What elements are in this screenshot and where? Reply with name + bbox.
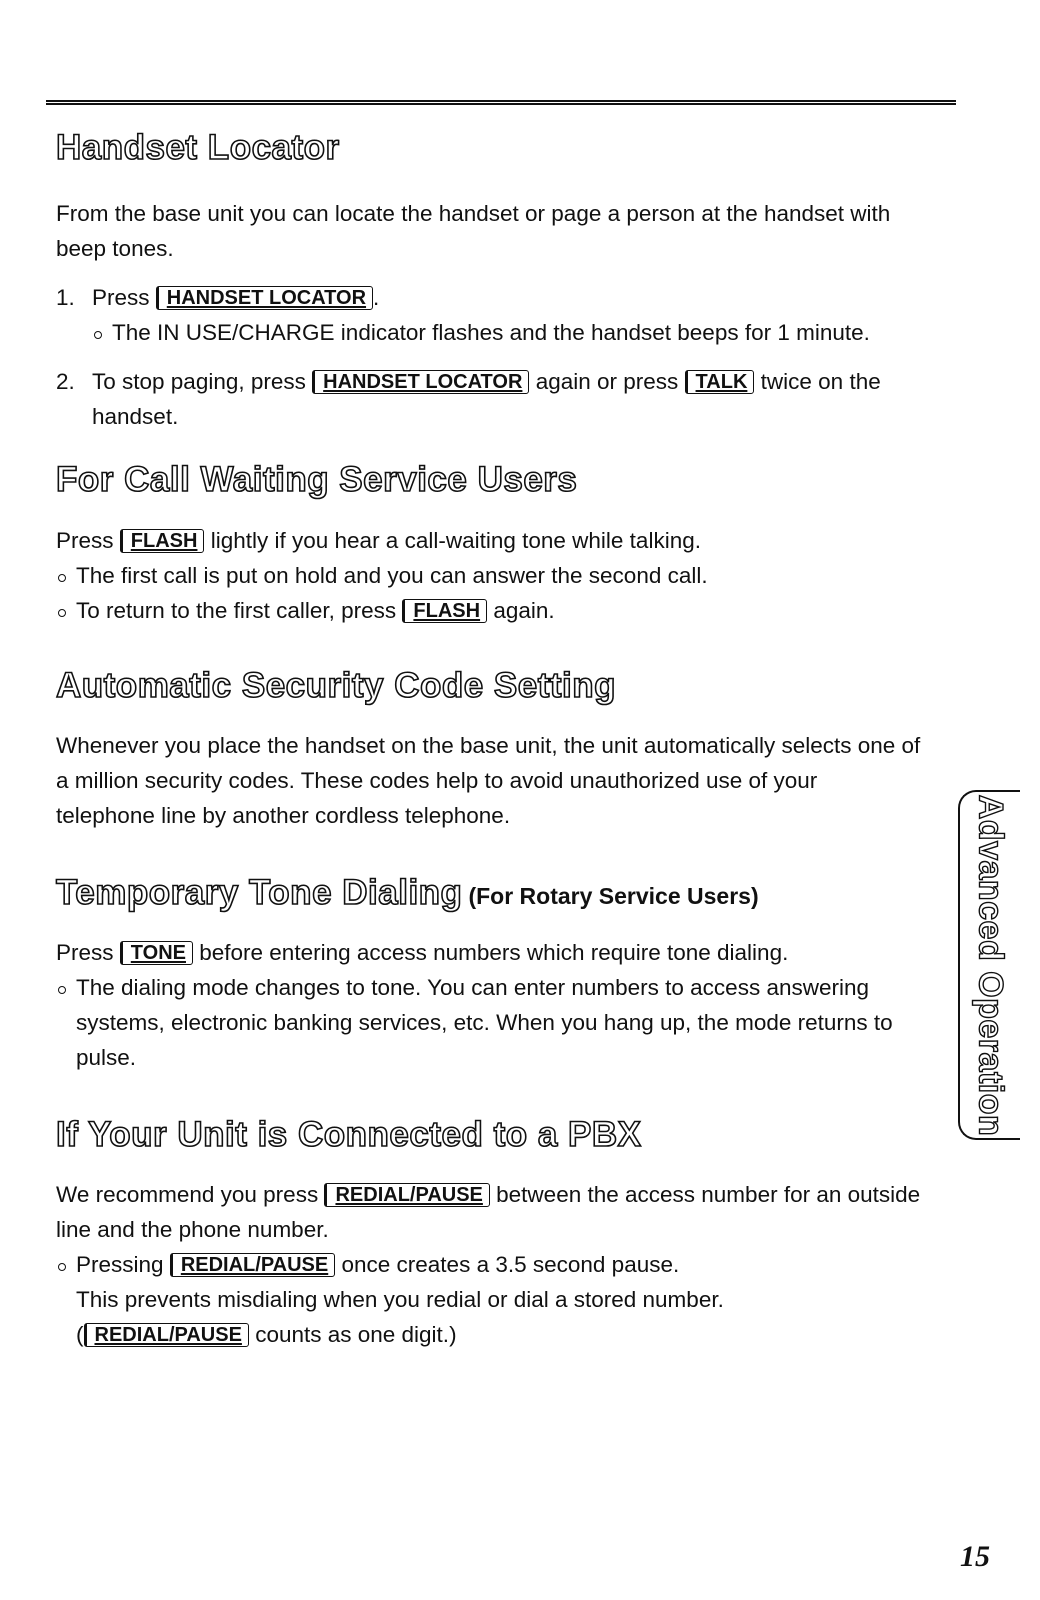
tone-dialing-bullet: The dialing mode changes to tone. You can enter numbers to access answering systems, electronic banking services, etc. When you hang up, the mode returns to pulse. <box>56 970 916 1075</box>
talk-key: TALK <box>685 370 755 394</box>
step-1 <box>56 280 936 350</box>
redial-pause-key: REDIAL/PAUSE <box>324 1183 489 1207</box>
section-title: If Your Unit is Connected to a PBX <box>56 1115 642 1154</box>
line-text: Press <box>56 940 114 965</box>
section-subtitle: (For Rotary Service Users) <box>468 882 759 909</box>
handset-locator-key: HANDSET LOCATOR <box>156 286 373 310</box>
section-pbx <box>56 1115 936 1352</box>
step-body <box>92 280 870 350</box>
paren-text: ( <box>76 1322 84 1348</box>
step-after: . <box>373 285 380 311</box>
step-number: 1. <box>56 285 75 311</box>
top-rule <box>46 100 956 105</box>
line-text: We recommend you press <box>56 1182 319 1208</box>
step-text: Press <box>92 285 150 311</box>
step-mid: again or press <box>535 369 679 395</box>
bullet-text: again. <box>493 597 555 623</box>
bullet-text: Pressing <box>76 1252 164 1278</box>
pbx-line <box>56 1177 926 1247</box>
pbx-note-digit <box>56 1317 936 1352</box>
step-after: twice on the handset. <box>92 369 881 430</box>
section-title: For Call Waiting Service Users <box>56 460 578 500</box>
redial-pause-key: REDIAL/PAUSE <box>170 1253 335 1277</box>
section-title: Automatic Security Code Setting <box>56 665 617 705</box>
chapter-tab-label: Advanced Operation <box>971 794 1010 1136</box>
section-title <box>56 873 936 913</box>
line-text: lightly if you hear a call-waiting tone while talking. <box>210 527 701 553</box>
page-content <box>56 128 936 1352</box>
flash-key: FLASH <box>120 529 205 553</box>
line-text: Press <box>56 527 114 553</box>
section-tone-dialing <box>56 873 936 1075</box>
step-bullet: The IN USE/CHARGE indicator flashes and the handset beeps for 1 minute. <box>92 315 870 350</box>
handset-locator-key: HANDSET LOCATOR <box>312 370 529 394</box>
call-waiting-bullet <box>56 593 936 628</box>
line-text: before entering access numbers which require tone dialing. <box>199 940 789 965</box>
step-2 <box>56 364 936 434</box>
bullet-text: once creates a 3.5 second pause. <box>341 1252 680 1278</box>
call-waiting-bullet: The first call is put on hold and you can answer the second call. <box>56 558 936 593</box>
pbx-note: This prevents misdialing when you redial or dial a stored number. <box>76 1287 724 1313</box>
step-body <box>92 364 936 434</box>
section-call-waiting <box>56 460 936 627</box>
pbx-bullet <box>56 1247 936 1282</box>
redial-pause-key: REDIAL/PAUSE <box>84 1323 249 1347</box>
section-title-text: Temporary Tone Dialing <box>56 872 463 912</box>
intro-text: From the base unit you can locate the handset or page a person at the handset with beep tones. <box>56 201 891 262</box>
line-text: between the access number for an outside line and the phone number. <box>56 1182 921 1243</box>
step-number: 2. <box>56 369 75 395</box>
page-number: 15 <box>960 1540 990 1573</box>
call-waiting-line <box>56 523 936 558</box>
bullet-text: To return to the first caller, press <box>76 597 397 623</box>
flash-key: FLASH <box>402 599 487 623</box>
section-security-code <box>56 666 936 833</box>
security-code-text: Whenever you place the handset on the base unit, the unit automatically selects one of a million security codes. These codes help to avoid unauthorized use of your telephone line by another cordless telephone. <box>56 732 921 828</box>
tone-key: TONE <box>120 941 193 965</box>
tone-dialing-line <box>56 935 936 970</box>
step-text: To stop paging, press <box>92 369 306 395</box>
paren-text: counts as one digit.) <box>255 1322 457 1348</box>
chapter-side-tab <box>958 790 1020 1140</box>
section-title: Handset Locator <box>56 128 340 167</box>
section-handset-locator <box>56 128 936 434</box>
